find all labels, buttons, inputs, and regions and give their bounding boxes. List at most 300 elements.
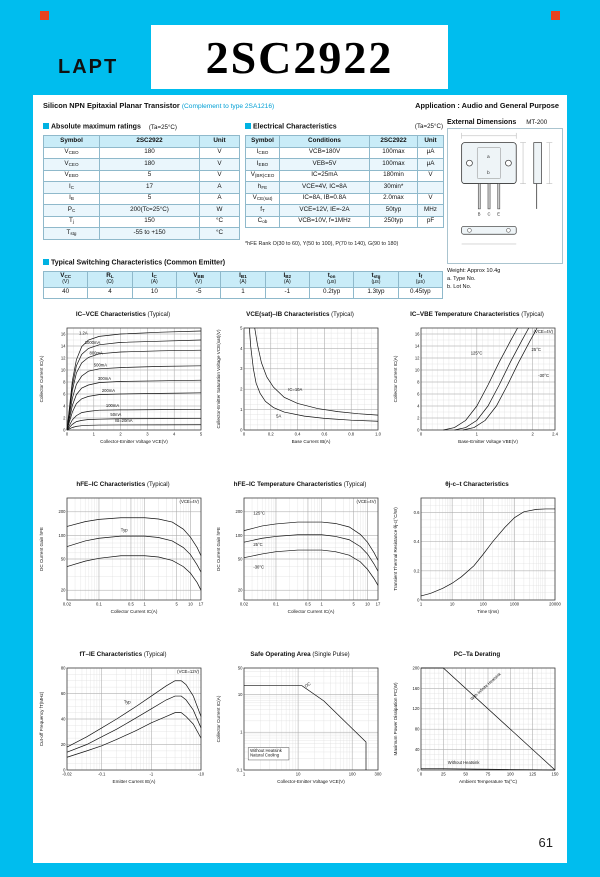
svg-text:50mA: 50mA — [110, 412, 122, 418]
value-cell: 5 — [100, 193, 200, 205]
svg-text:0.02: 0.02 — [239, 601, 249, 607]
svg-text:1.2A: 1.2A — [79, 330, 88, 336]
value-cell: 10 — [132, 287, 176, 299]
svg-text:500mA: 500mA — [93, 362, 108, 368]
section-title: Absolute maximum ratings — [51, 123, 141, 131]
chart-plot — [214, 318, 386, 468]
svg-text:40: 40 — [60, 716, 66, 722]
svg-text:-1: -1 — [149, 771, 154, 777]
svg-text:(VCE=12V): (VCE=12V) — [177, 669, 199, 674]
package-drawing-box — [447, 128, 563, 264]
svg-text:Base Current IB(A): Base Current IB(A) — [291, 439, 331, 444]
svg-text:2: 2 — [240, 386, 243, 392]
svg-text:0: 0 — [419, 431, 423, 437]
svg-text:17: 17 — [375, 601, 381, 607]
col-type: 2SC2922 — [370, 136, 418, 148]
section-title: Typical Switching Characteristics (Common Emitter) — [51, 259, 226, 267]
value-cell: 180 — [100, 159, 200, 171]
table-header-row — [44, 136, 240, 148]
value-cell: 1.3typ — [354, 287, 398, 299]
symbol-cell: $T_{stg}$ — [44, 228, 100, 240]
svg-text:125°C: 125°C — [470, 350, 483, 356]
conditions-cell: VCE=12V, IE=-2A — [280, 205, 370, 217]
table-header-row — [44, 272, 443, 288]
chart-soa — [214, 651, 386, 808]
mark-a: a — [486, 155, 490, 161]
svg-text:-0.1: -0.1 — [98, 771, 106, 777]
dims-header — [447, 119, 563, 126]
svg-text:100: 100 — [235, 532, 243, 538]
mark-b: b — [486, 170, 490, 176]
svg-text:10: 10 — [188, 601, 193, 607]
mounting-hole-right — [506, 160, 512, 166]
chart-plot — [37, 318, 209, 468]
svg-text:0: 0 — [417, 767, 420, 773]
svg-text:1: 1 — [240, 407, 243, 412]
svg-text:200: 200 — [412, 665, 420, 671]
chart-vce-sat-ib — [214, 311, 386, 468]
svg-text:1: 1 — [320, 601, 323, 607]
svg-text:-0.02: -0.02 — [62, 771, 72, 777]
table-row — [44, 147, 240, 159]
chart-title: hFE–IC Characteristics (Typical) — [76, 481, 170, 488]
svg-text:(VCE=4V): (VCE=4V) — [356, 499, 376, 504]
table-row — [246, 147, 444, 159]
svg-text:12: 12 — [60, 355, 66, 361]
symbol-cell: $I_C$ — [44, 182, 100, 194]
svg-text:Typ: Typ — [120, 527, 128, 533]
svg-text:Collector Current IC(A): Collector Current IC(A) — [39, 355, 44, 403]
unit-cell: V — [200, 170, 240, 182]
svg-text:200mA: 200mA — [101, 388, 116, 394]
svg-text:0.1: 0.1 — [96, 601, 102, 607]
section-elec — [245, 123, 443, 131]
svg-text:2.4: 2.4 — [552, 431, 558, 437]
svg-text:0.8: 0.8 — [348, 431, 355, 437]
svg-text:Transient Thermal Resistance θ: Transient Thermal Resistance θj-c(°C/W) — [393, 507, 398, 591]
table-row — [44, 182, 240, 194]
chart-title: VCE(sat)–IB Characteristics (Typical) — [246, 311, 354, 318]
svg-text:0: 0 — [419, 771, 423, 777]
svg-text:160: 160 — [412, 685, 420, 691]
svg-text:5: 5 — [240, 325, 243, 331]
chart-row — [37, 651, 563, 808]
svg-text:1: 1 — [419, 601, 423, 607]
svg-text:25: 25 — [440, 771, 446, 777]
svg-text:80: 80 — [414, 726, 420, 732]
value-cell: 30min* — [370, 182, 418, 194]
type-no-note: a. Type No. — [447, 276, 476, 283]
svg-text:0: 0 — [240, 427, 243, 433]
chart-plot — [391, 318, 563, 468]
device-description — [43, 101, 274, 110]
svg-text:1: 1 — [242, 771, 246, 777]
conditions-cell: VEB=5V — [280, 159, 370, 171]
svg-text:5: 5 — [352, 601, 355, 607]
application-label: Application : — [415, 101, 460, 110]
section-condition: (Ta=25°C) — [414, 123, 443, 130]
elec-table — [245, 135, 444, 228]
top-view-hole-left — [467, 228, 471, 232]
column-header: $R_L$ (Ω) — [88, 272, 132, 288]
svg-text:Maximum Power Dissipation PC(W: Maximum Power Dissipation PC(W) — [393, 682, 398, 756]
svg-text:0: 0 — [242, 431, 246, 437]
chart-plot — [37, 658, 209, 808]
value-cell: 50typ — [370, 205, 418, 217]
svg-text:Collector-Emitter Saturation V: Collector-Emitter Saturation Voltage VCE(sat)(V) — [216, 329, 221, 429]
chart-ic-vbe-temp — [391, 311, 563, 468]
charts-grid — [37, 311, 563, 821]
package-name: MT-200 — [526, 119, 548, 126]
abs-max-table — [43, 135, 240, 240]
svg-text:10: 10 — [414, 367, 420, 373]
unit-cell: MHz — [418, 205, 444, 217]
conditions-cell: IC=25mA — [280, 170, 370, 182]
svg-text:DC: DC — [303, 681, 312, 689]
unit-cell: A — [200, 182, 240, 194]
part-number: 2SC2922 — [205, 31, 394, 83]
corner-mark-left — [40, 11, 49, 20]
svg-text:0.4: 0.4 — [413, 539, 420, 545]
application-value: Audio and General Purpose — [461, 101, 559, 110]
unit-cell: pF — [418, 216, 444, 228]
unit-cell: °C — [200, 216, 240, 228]
svg-text:With Infinite Heatsink: With Infinite Heatsink — [469, 671, 502, 702]
section-switching — [43, 259, 225, 267]
svg-text:-10: -10 — [197, 771, 205, 777]
complement-note: (Complement to type 2SA1216) — [181, 103, 275, 110]
pin-label-b: B — [477, 211, 481, 217]
chart-title: IC–VBE Temperature Characteristics (Typical) — [410, 311, 544, 318]
svg-text:300: 300 — [374, 771, 382, 777]
svg-text:0: 0 — [417, 427, 420, 433]
svg-text:50: 50 — [237, 665, 243, 671]
svg-text:2: 2 — [63, 415, 66, 421]
svg-text:100: 100 — [479, 601, 487, 607]
conditions-cell: VCB=180V — [280, 147, 370, 159]
value-cell: 180min — [370, 170, 418, 182]
svg-text:0.02: 0.02 — [62, 601, 72, 607]
content-panel — [33, 95, 567, 863]
svg-text:1: 1 — [92, 431, 95, 437]
svg-text:5: 5 — [199, 431, 203, 437]
chart-theta-jc-t — [391, 481, 563, 638]
value-cell: 4 — [88, 287, 132, 299]
svg-text:0.5: 0.5 — [305, 601, 311, 607]
svg-text:125: 125 — [529, 771, 537, 777]
col-symbol: Symbol — [44, 136, 100, 148]
table-row — [246, 205, 444, 217]
svg-text:120: 120 — [412, 706, 420, 712]
svg-text:Collector-Emitter Voltage VCE(: Collector-Emitter Voltage VCE(V) — [277, 779, 345, 784]
chart-row — [37, 311, 563, 468]
col-unit: Unit — [200, 136, 240, 148]
unit-cell: μA — [418, 147, 444, 159]
mounting-hole-left — [467, 160, 473, 166]
package-drawing — [448, 129, 563, 258]
svg-text:2: 2 — [119, 431, 122, 437]
svg-text:50: 50 — [60, 556, 66, 562]
svg-text:Collector Current IC(A): Collector Current IC(A) — [287, 609, 335, 614]
svg-text:80: 80 — [60, 665, 66, 671]
svg-text:Time t(ms): Time t(ms) — [477, 609, 499, 614]
svg-text:Collector Current IC(A): Collector Current IC(A) — [216, 695, 221, 743]
chart-plot — [214, 488, 386, 638]
value-cell: 200(Tc=25°C) — [100, 205, 200, 217]
svg-text:1.0: 1.0 — [375, 431, 381, 437]
value-cell: 100max — [370, 147, 418, 159]
chart-row — [37, 481, 563, 638]
section-title: Electrical Characteristics — [253, 123, 337, 131]
chart-plot — [391, 488, 563, 638]
corner-mark-right — [551, 11, 560, 20]
svg-text:25°C: 25°C — [253, 542, 263, 548]
section-condition: (Ta=25°C) — [148, 123, 177, 131]
svg-text:0: 0 — [65, 431, 69, 437]
section-square-icon — [43, 123, 49, 129]
svg-text:75: 75 — [485, 771, 491, 777]
svg-text:8: 8 — [63, 379, 66, 385]
svg-text:0.6: 0.6 — [413, 509, 420, 515]
chart-plot — [214, 658, 386, 808]
application-line — [415, 101, 559, 110]
table-row — [44, 228, 240, 240]
svg-text:20: 20 — [237, 587, 243, 593]
symbol-cell: $V_{CBO}$ — [44, 147, 100, 159]
col-unit: Unit — [418, 136, 444, 148]
symbol-cell: $V_{CEO}$ — [44, 159, 100, 171]
chart-plot — [37, 488, 209, 638]
table-row — [44, 216, 240, 228]
symbol-cell: $h_{FE}$ — [246, 182, 280, 194]
table-row — [44, 205, 240, 217]
svg-text:3: 3 — [240, 366, 243, 372]
svg-text:1000: 1000 — [509, 601, 520, 607]
table-row — [44, 170, 240, 182]
svg-text:200: 200 — [58, 509, 66, 515]
value-cell: -5 — [176, 287, 220, 299]
leads — [478, 184, 500, 209]
table-row — [246, 193, 444, 205]
svg-text:Collector Current IC(A): Collector Current IC(A) — [393, 355, 398, 403]
chart-title: IC–VCE Characteristics (Typical) — [75, 311, 171, 318]
conditions-cell: VCB=10V, f=1MHz — [280, 216, 370, 228]
title-box — [151, 25, 448, 89]
svg-text:Ambient Temperature Ta(°C): Ambient Temperature Ta(°C) — [458, 779, 518, 784]
svg-text:20: 20 — [60, 587, 66, 593]
value-cell: -1 — [265, 287, 309, 299]
pin-label-e: E — [497, 211, 500, 217]
svg-text:-30°C: -30°C — [538, 373, 550, 379]
svg-text:25°C: 25°C — [531, 346, 541, 352]
value-cell: 0.45typ — [398, 287, 442, 299]
column-header: $I_{B1}$ (A) — [221, 272, 265, 288]
value-cell: -55 to +150 — [100, 228, 200, 240]
col-type: 2SC2922 — [100, 136, 200, 148]
unit-cell: V — [200, 147, 240, 159]
svg-text:Without HeatsinkNatural Coolin: Without Heatsink Natural Cooling — [250, 747, 282, 758]
column-header: $V_{CC}$ (V) — [44, 272, 88, 288]
svg-text:Without Heatsink: Without Heatsink — [447, 759, 480, 765]
section-title-wrap — [245, 123, 337, 131]
chart-plot — [391, 658, 563, 808]
chart-hfe-ic-temp — [214, 481, 386, 638]
svg-text:50: 50 — [463, 771, 469, 777]
svg-text:0: 0 — [417, 597, 420, 603]
svg-text:0.4: 0.4 — [294, 431, 301, 437]
svg-text:1: 1 — [240, 729, 243, 735]
table-header-row — [246, 136, 444, 148]
table-row — [246, 170, 444, 182]
svg-text:0.2: 0.2 — [413, 568, 420, 574]
symbol-cell: $V_{EBO}$ — [44, 170, 100, 182]
svg-text:12: 12 — [414, 355, 420, 361]
chart-pc-ta — [391, 651, 563, 808]
svg-text:14: 14 — [60, 343, 66, 349]
symbol-cell: $T_j$ — [44, 216, 100, 228]
svg-text:17: 17 — [198, 601, 204, 607]
brand-lapt: LAPT — [58, 56, 119, 78]
value-cell: 17 — [100, 182, 200, 194]
value-cell: 180 — [100, 147, 200, 159]
table-row — [246, 182, 444, 194]
svg-text:0: 0 — [63, 427, 66, 433]
column-header: $t_{stg}$ (μs) — [354, 272, 398, 288]
svg-text:0.5: 0.5 — [128, 601, 134, 607]
unit-cell: μA — [418, 159, 444, 171]
svg-text:0.2: 0.2 — [267, 431, 274, 437]
svg-text:50: 50 — [237, 556, 243, 562]
svg-text:Base-Emitter Voltage VBE(V): Base-Emitter Voltage VBE(V) — [458, 439, 518, 444]
chart-title: θj-c–t Characteristics — [445, 481, 509, 488]
top-view-hole-right — [506, 228, 510, 232]
svg-text:60: 60 — [60, 690, 66, 696]
svg-text:DC Current Gain hFE: DC Current Gain hFE — [39, 527, 44, 571]
svg-text:300mA: 300mA — [97, 376, 112, 382]
column-header: $t_{on}$ (μs) — [309, 272, 353, 288]
symbol-cell: $I_{EBO}$ — [246, 159, 280, 171]
chart-ft-ie — [37, 651, 209, 808]
value-cell: 100max — [370, 159, 418, 171]
unit-cell: W — [200, 205, 240, 217]
unit-cell: V — [418, 170, 444, 182]
chart-title: Safe Operating Area (Single Pulse) — [250, 651, 350, 658]
svg-text:4: 4 — [173, 431, 176, 437]
unit-cell: A — [200, 193, 240, 205]
table-row — [44, 193, 240, 205]
column-header: $t_f$ (μs) — [398, 272, 442, 288]
section-square-icon — [245, 123, 251, 129]
value-cell: 150 — [100, 216, 200, 228]
intro-row — [43, 101, 559, 110]
svg-text:150: 150 — [551, 771, 559, 777]
conditions-cell: VCE=4V, IC=8A — [280, 182, 370, 194]
svg-text:16: 16 — [60, 331, 66, 337]
chart-title: PC–Ta Derating — [453, 651, 501, 658]
section-abs-max — [43, 123, 239, 131]
svg-text:1: 1 — [475, 431, 479, 437]
value-cell: 1 — [221, 287, 265, 299]
svg-text:Collector Current IC(A): Collector Current IC(A) — [110, 609, 158, 614]
svg-text:IB=20mA: IB=20mA — [115, 417, 133, 423]
unit-cell — [418, 182, 444, 194]
weight-note: Weight: Approx 10.4g — [447, 267, 501, 274]
lot-no-note: b. Lot No. — [447, 284, 472, 291]
symbol-cell: $P_C$ — [44, 205, 100, 217]
symbol-cell: $V_{CE(sat)}$ — [246, 193, 280, 205]
svg-text:100mA: 100mA — [105, 403, 120, 409]
svg-text:Emitter Current IE(A): Emitter Current IE(A) — [112, 779, 156, 784]
svg-text:0.6: 0.6 — [321, 431, 328, 437]
value-cell: 2.0max — [370, 193, 418, 205]
symbol-cell: $V_{(BR)CEO}$ — [246, 170, 280, 182]
hfe-rank-footnote: *hFE Rank O(30 to 60), Y(50 to 100), P(70 to 140), G(90 to 180) — [245, 241, 399, 247]
svg-text:Collector-Emitter Voltage VCE(: Collector-Emitter Voltage VCE(V) — [100, 439, 168, 444]
svg-text:6: 6 — [417, 391, 420, 397]
svg-text:100: 100 — [348, 771, 356, 777]
table-row — [44, 287, 443, 299]
svg-text:1: 1 — [143, 601, 146, 607]
external-dimensions — [447, 119, 563, 292]
svg-text:10: 10 — [295, 771, 301, 777]
page-number: 61 — [538, 835, 553, 850]
column-header: $I_C$ (A) — [132, 272, 176, 288]
svg-text:4: 4 — [63, 403, 66, 409]
dims-title: External Dimensions — [447, 119, 517, 126]
svg-text:10: 10 — [449, 601, 455, 607]
switching-table — [43, 271, 443, 299]
symbol-cell: $C_{ob}$ — [246, 216, 280, 228]
svg-text:800mA: 800mA — [89, 350, 103, 356]
svg-text:5A: 5A — [276, 413, 282, 419]
svg-text:(VCE=4V): (VCE=4V) — [533, 329, 553, 334]
value-cell: 40 — [44, 287, 88, 299]
chart-title: hFE–IC Temperature Characteristics (Typical) — [233, 481, 367, 488]
svg-text:0.1: 0.1 — [273, 601, 279, 607]
svg-text:200: 200 — [235, 509, 243, 515]
svg-text:8: 8 — [417, 379, 420, 385]
svg-text:40: 40 — [414, 747, 420, 752]
svg-text:IC=10A: IC=10A — [288, 387, 303, 393]
svg-text:0: 0 — [63, 767, 66, 773]
symbol-cell: $I_{CBO}$ — [246, 147, 280, 159]
value-cell: 0.2typ — [309, 287, 353, 299]
svg-text:3: 3 — [146, 431, 149, 437]
pin-label-c: C — [487, 211, 491, 217]
col-conditions: Conditions — [280, 136, 370, 148]
table-row — [246, 216, 444, 228]
symbol-cell: $f_T$ — [246, 205, 280, 217]
chart-ic-vce — [37, 311, 209, 468]
device-title: Silicon NPN Epitaxial Planar Transistor — [43, 101, 180, 110]
svg-text:125°C: 125°C — [253, 510, 266, 516]
section-square-icon — [43, 259, 49, 265]
column-header: $V_{BB}$ (V) — [176, 272, 220, 288]
svg-text:10: 10 — [365, 601, 370, 607]
svg-text:Typ: Typ — [123, 699, 131, 705]
unit-cell: V — [418, 193, 444, 205]
table-row — [44, 159, 240, 171]
table-row — [246, 159, 444, 171]
svg-text:4: 4 — [417, 403, 420, 409]
symbol-cell: $I_B$ — [44, 193, 100, 205]
svg-text:20000: 20000 — [549, 601, 561, 607]
conditions-cell: IC=8A, IB=0.8A — [280, 193, 370, 205]
svg-text:DC Current Gain hFE: DC Current Gain hFE — [216, 527, 221, 571]
unit-cell: °C — [200, 228, 240, 240]
chart-hfe-ic — [37, 481, 209, 638]
svg-text:14: 14 — [414, 343, 420, 349]
